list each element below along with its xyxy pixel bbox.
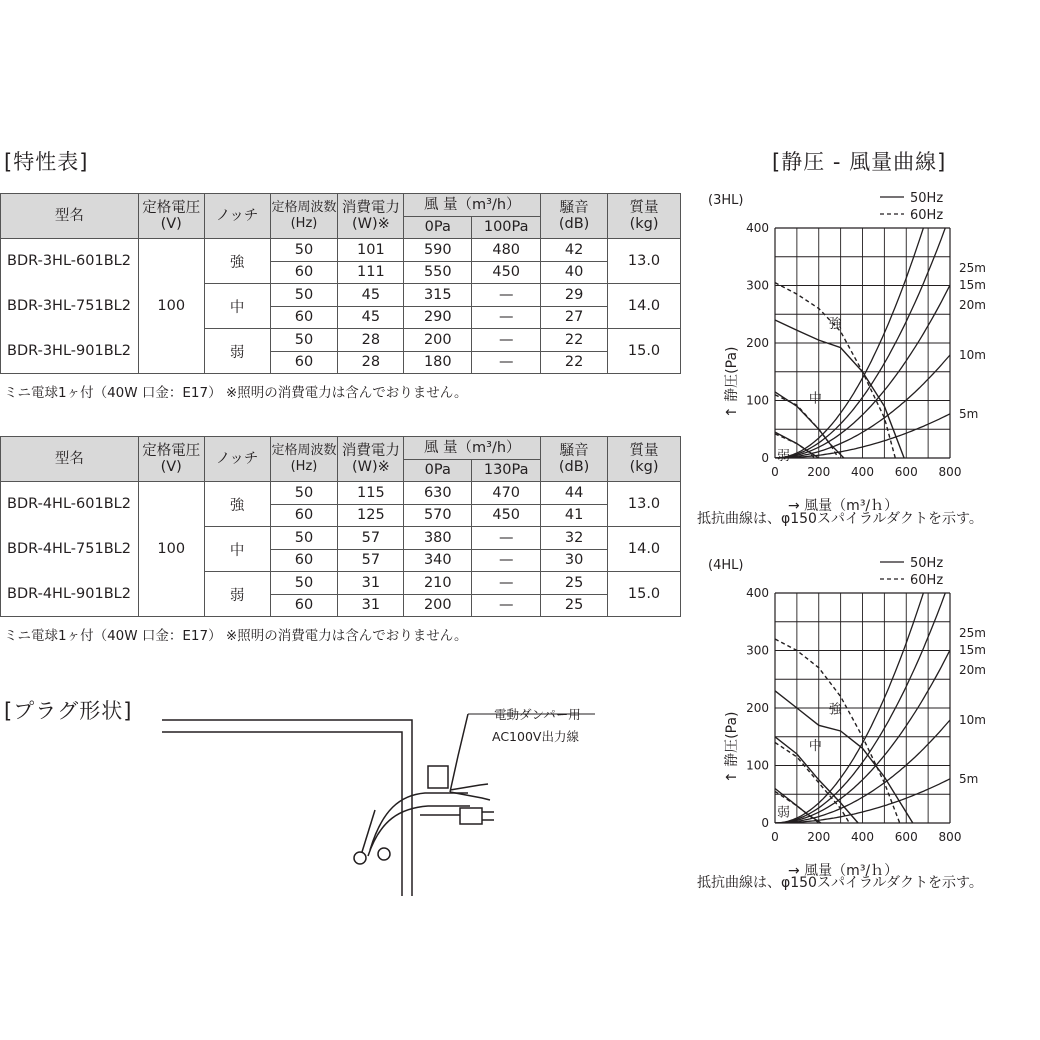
airflow-0pa-cell: 290 [404, 306, 472, 329]
header-airflow: 風 量（m³/h） [404, 437, 541, 460]
resistance-label: 15m [959, 643, 986, 658]
airflow-static-cell: — [472, 527, 541, 550]
hanger-right [378, 848, 390, 860]
model-name: BDR-3HL-751BL2 [1, 284, 139, 329]
airflow-static-cell: — [472, 306, 541, 329]
header-airflow-static: 100Pa [472, 216, 541, 239]
hz-cell: 60 [270, 594, 338, 617]
plug-body [460, 808, 482, 824]
resistance-label: 5m [959, 406, 979, 421]
header-noise: 騒音 (dB) [541, 437, 608, 482]
header-mass: 質量 (kg) [608, 437, 681, 482]
notch-cell: 中 [204, 527, 270, 572]
power-cell: 101 [338, 239, 404, 262]
header-power: 消費電力 (W)※ [338, 194, 404, 239]
output-wire-1 [450, 784, 488, 790]
airflow-0pa-cell: 630 [404, 482, 472, 505]
chart-title: (3HL) [708, 193, 744, 208]
legend-60hz: 60Hz [910, 208, 944, 223]
y-tick-label: 100 [746, 393, 769, 408]
plug-label-line1: 電動ダンパー用 [494, 707, 581, 722]
airflow-static-cell: — [472, 549, 541, 572]
airflow-0pa-cell: 550 [404, 261, 472, 284]
header-model: 型名 [1, 437, 139, 482]
table1-note: ミニ電球1ヶ付（40W 口金：E17） ※照明の消費電力は含んでおりません。 [4, 385, 468, 401]
model-name: BDR-4HL-751BL2 [1, 527, 139, 572]
voltage-cell: 100 [138, 482, 204, 617]
resistance-label: 10m [959, 347, 986, 362]
y-tick-label: 400 [746, 586, 769, 600]
terminal-box [428, 766, 448, 788]
y-tick-label: 0 [761, 816, 769, 830]
pq-chart-3hl [700, 180, 1040, 530]
header-airflow-0pa: 0Pa [404, 459, 472, 482]
noise-cell: 40 [541, 261, 608, 284]
header-notch: ノッチ [204, 194, 270, 239]
noise-cell: 25 [541, 572, 608, 595]
mass-cell: 13.0 [608, 239, 681, 284]
power-cell: 57 [338, 549, 404, 572]
resistance-label: 20m [959, 298, 986, 312]
mass-cell: 14.0 [608, 527, 681, 572]
airflow-0pa-cell: 200 [404, 594, 472, 617]
model-name: BDR-4HL-601BL2 [1, 482, 139, 527]
resistance-label: 10m [959, 712, 986, 727]
hz-cell: 50 [270, 239, 338, 262]
power-cell: 111 [338, 261, 404, 284]
header-frequency: 定格周波数 (Hz) [270, 194, 338, 239]
notch-label: 中 [808, 739, 822, 754]
cable-bundle [370, 793, 468, 850]
hz-cell: 60 [270, 504, 338, 527]
power-cell: 57 [338, 527, 404, 550]
airflow-0pa-cell: 210 [404, 572, 472, 595]
header-airflow: 風 量（m³/h） [404, 194, 541, 217]
power-cell: 45 [338, 306, 404, 329]
power-cell: 31 [338, 594, 404, 617]
damper-wire [450, 714, 468, 792]
noise-cell: 32 [541, 527, 608, 550]
airflow-static-cell: 450 [472, 504, 541, 527]
notch-label: 弱 [777, 805, 791, 821]
noise-cell: 42 [541, 239, 608, 262]
output-wire-2 [450, 792, 490, 800]
hz-cell: 50 [270, 482, 338, 505]
hz-cell: 50 [270, 284, 338, 307]
airflow-0pa-cell: 315 [404, 284, 472, 307]
x-tick-label: 800 [938, 465, 962, 479]
airflow-static-cell: — [472, 572, 541, 595]
spec-section-title: [特性表] [4, 150, 89, 174]
power-cell: 28 [338, 329, 404, 352]
y-tick-label: 0 [761, 451, 769, 465]
chart-4hl-caption: 抵抗曲線は、φ150スパイラルダクトを示す。 [697, 875, 983, 891]
mass-cell: 14.0 [608, 284, 681, 329]
spec-table-3hl [0, 193, 681, 374]
power-cell: 115 [338, 482, 404, 505]
spec-table-4hl [0, 436, 681, 617]
legend-60hz: 60Hz [910, 573, 944, 588]
mass-cell: 13.0 [608, 482, 681, 527]
noise-cell: 41 [541, 504, 608, 527]
power-cell: 28 [338, 351, 404, 374]
chart-title: (4HL) [708, 558, 744, 573]
y-tick-label: 100 [746, 758, 769, 773]
notch-label: 中 [808, 391, 822, 407]
pq-chart-4hl [700, 545, 1040, 895]
voltage-cell: 100 [138, 239, 204, 374]
hz-cell: 60 [270, 549, 338, 572]
resistance-label: 5m [959, 771, 979, 786]
header-power: 消費電力 (W)※ [338, 437, 404, 482]
x-tick-label: 0 [771, 465, 779, 479]
duct-outline-inner [162, 732, 402, 896]
mass-cell: 15.0 [608, 329, 681, 374]
noise-cell: 29 [541, 284, 608, 307]
table2-note: ミニ電球1ヶ付（40W 口金：E17） ※照明の消費電力は含んでおりません。 [4, 628, 468, 644]
airflow-static-cell: — [472, 329, 541, 352]
airflow-0pa-cell: 180 [404, 351, 472, 374]
airflow-0pa-cell: 380 [404, 527, 472, 550]
hz-cell: 60 [270, 351, 338, 374]
airflow-static-cell: — [472, 594, 541, 617]
airflow-0pa-cell: 570 [404, 504, 472, 527]
hz-cell: 60 [270, 306, 338, 329]
header-airflow-static: 130Pa [472, 459, 541, 482]
y-tick-label: 200 [746, 336, 769, 350]
x-tick-label: 200 [807, 465, 831, 479]
noise-cell: 30 [541, 549, 608, 572]
hz-cell: 50 [270, 572, 338, 595]
notch-label: 弱 [777, 449, 791, 465]
notch-label: 強 [828, 317, 842, 333]
power-cell: 45 [338, 284, 404, 307]
header-airflow-0pa: 0Pa [404, 216, 472, 239]
notch-cell: 強 [204, 239, 270, 284]
notch-cell: 弱 [204, 572, 270, 617]
legend-50hz: 50Hz [910, 191, 944, 206]
mass-cell: 15.0 [608, 572, 681, 617]
duct-outline-outer [162, 720, 412, 896]
model-name: BDR-3HL-601BL2 [1, 239, 139, 284]
hz-cell: 60 [270, 261, 338, 284]
airflow-0pa-cell: 590 [404, 239, 472, 262]
noise-cell: 22 [541, 351, 608, 374]
y-axis-label: ↑ 静圧(Pa) [724, 711, 740, 783]
chain-left [362, 810, 375, 852]
airflow-static-cell: 450 [472, 261, 541, 284]
power-cell: 125 [338, 504, 404, 527]
airflow-static-cell: — [472, 284, 541, 307]
resistance-label: 25m [959, 626, 986, 640]
notch-cell: 弱 [204, 329, 270, 374]
chart-section-title: [静圧 - 風量曲線] [772, 150, 947, 174]
noise-cell: 25 [541, 594, 608, 617]
x-tick-label: 400 [851, 465, 874, 479]
x-tick-label: 600 [894, 465, 918, 479]
header-voltage: 定格電圧 (V) [138, 194, 204, 239]
x-axis-label: → 風量（m³/ｈ） [788, 498, 899, 514]
notch-cell: 中 [204, 284, 270, 329]
y-tick-label: 300 [746, 278, 769, 293]
header-voltage: 定格電圧 (V) [138, 437, 204, 482]
x-tick-label: 800 [938, 830, 962, 844]
airflow-static-cell: — [472, 351, 541, 374]
header-mass: 質量 (kg) [608, 194, 681, 239]
model-name: BDR-3HL-901BL2 [1, 329, 139, 374]
plug-section-title: [プラグ形状] [4, 699, 133, 723]
hz-cell: 50 [270, 329, 338, 352]
x-tick-label: 400 [851, 830, 874, 844]
airflow-0pa-cell: 340 [404, 549, 472, 572]
model-name: BDR-4HL-901BL2 [1, 572, 139, 617]
chart-3hl-caption: 抵抗曲線は、φ150スパイラルダクトを示す。 [697, 511, 983, 527]
noise-cell: 22 [541, 329, 608, 352]
power-cell: 31 [338, 572, 404, 595]
resistance-label: 15m [959, 278, 986, 293]
airflow-static-cell: 480 [472, 239, 541, 262]
notch-cell: 強 [204, 482, 270, 527]
resistance-label: 25m [959, 261, 986, 275]
x-axis-label: → 風量（m³/ｈ） [788, 863, 899, 879]
y-axis-label: ↑ 静圧(Pa) [724, 346, 740, 418]
x-tick-label: 200 [807, 830, 831, 844]
hanger-left [354, 852, 366, 864]
airflow-static-cell: 470 [472, 482, 541, 505]
header-frequency: 定格周波数 (Hz) [270, 437, 338, 482]
y-tick-label: 400 [746, 221, 769, 235]
resistance-label: 20m [959, 663, 986, 677]
airflow-0pa-cell: 200 [404, 329, 472, 352]
x-tick-label: 600 [894, 830, 918, 844]
noise-cell: 44 [541, 482, 608, 505]
notch-label: 強 [828, 702, 842, 718]
plug-label-line2: AC100V出力線 [492, 729, 579, 744]
x-tick-label: 0 [771, 830, 779, 844]
header-model: 型名 [1, 194, 139, 239]
y-tick-label: 200 [746, 701, 769, 715]
legend-50hz: 50Hz [910, 556, 944, 571]
header-noise: 騒音 (dB) [541, 194, 608, 239]
noise-cell: 27 [541, 306, 608, 329]
fan-curve [775, 283, 895, 458]
header-notch: ノッチ [204, 437, 270, 482]
y-tick-label: 300 [746, 643, 769, 658]
fan-curve [775, 639, 900, 823]
hz-cell: 50 [270, 527, 338, 550]
